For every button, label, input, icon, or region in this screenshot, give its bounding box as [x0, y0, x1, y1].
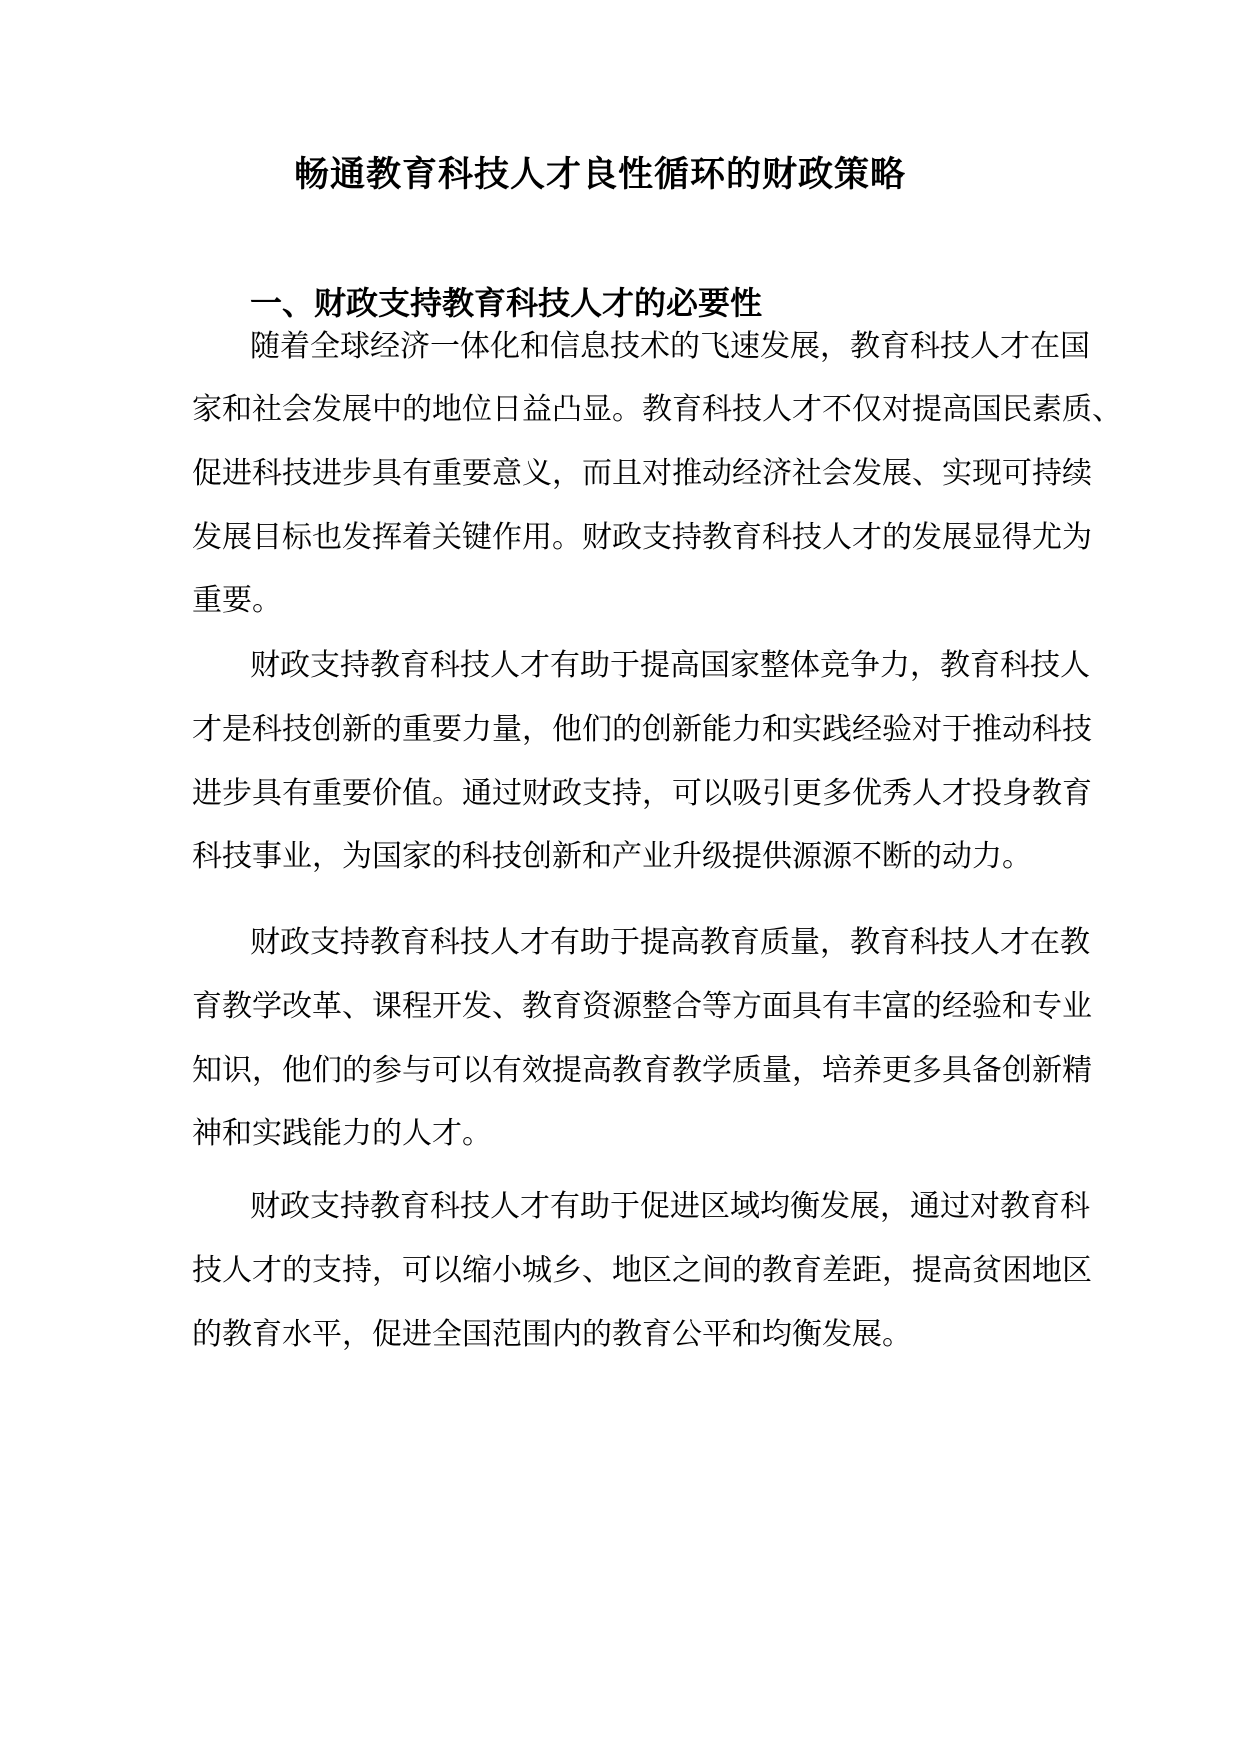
- paragraph-1-line-2: 家和社会发展中的地位日益凸显。教育科技人才不仅对提高国民素质、: [192, 392, 1122, 427]
- paragraph-4-line-3: 的教育水平，促进全国范围内的教育公平和均衡发展。: [192, 1317, 912, 1352]
- paragraph-1-line-3: 促进科技进步具有重要意义，而且对推动经济社会发展、实现可持续: [192, 456, 1092, 491]
- paragraph-1-line-4: 发展目标也发挥着关键作用。财政支持教育科技人才的发展显得尤为: [192, 520, 1092, 555]
- paragraph-2-line-2: 才是科技创新的重要力量，他们的创新能力和实践经验对于推动科技: [192, 712, 1092, 747]
- document-title: 畅通教育科技人才良性循环的财政策略: [293, 155, 906, 195]
- paragraph-4-line-1: 财政支持教育科技人才有助于促进区域均衡发展，通过对教育科: [250, 1189, 1090, 1224]
- section-heading: 一、财政支持教育科技人才的必要性: [250, 284, 763, 322]
- paragraph-2-line-3: 进步具有重要价值。通过财政支持，可以吸引更多优秀人才投身教育: [192, 776, 1092, 811]
- paragraph-1-line-5: 重要。: [192, 583, 282, 618]
- paragraph-3-line-3: 知识，他们的参与可以有效提高教育教学质量，培养更多具备创新精: [192, 1053, 1092, 1088]
- paragraph-3-line-1: 财政支持教育科技人才有助于提高教育质量，教育科技人才在教: [250, 925, 1090, 960]
- paragraph-4-line-2: 技人才的支持，可以缩小城乡、地区之间的教育差距，提高贫困地区: [192, 1253, 1092, 1288]
- paragraph-3-line-2: 育教学改革、课程开发、教育资源整合等方面具有丰富的经验和专业: [192, 989, 1092, 1024]
- paragraph-1-line-1: 随着全球经济一体化和信息技术的飞速发展，教育科技人才在国: [250, 329, 1090, 364]
- paragraph-2-line-4: 科技事业，为国家的科技创新和产业升级提供源源不断的动力。: [192, 839, 1032, 874]
- paragraph-3-line-4: 神和实践能力的人才。: [192, 1116, 492, 1151]
- paragraph-2-line-1: 财政支持教育科技人才有助于提高国家整体竞争力，教育科技人: [250, 648, 1090, 683]
